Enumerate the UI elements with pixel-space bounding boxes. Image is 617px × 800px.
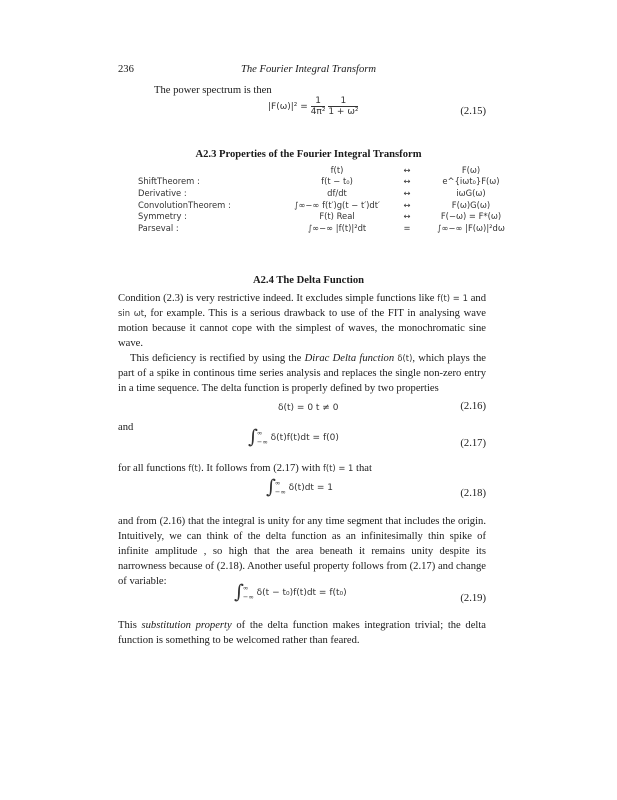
- running-title: The Fourier Integral Transform: [240, 64, 377, 75]
- section-heading-a2-3: A2.3 Properties of the Fourier Integral Transform: [195, 149, 422, 160]
- paragraph-for-all: for all functions f(t). It follows from (2.17) with f(t) = 1 that: [118, 463, 372, 474]
- eq-2-19-number: (2.19): [460, 593, 486, 604]
- integral-sign: ∫: [266, 476, 276, 498]
- table-row: ConvolutionTheorem : ∫∞−∞ f(t′)g(t − t′)dt′ ↔ F(ω)G(ω): [138, 199, 491, 210]
- page-number: 236: [118, 64, 134, 75]
- paragraph-deficiency: This deficiency is rectified by using the Dirac Delta function δ(t), which plays the part of a spike in continous time series analysis and replaces the single non-zero entry in a time sequence. The delta function is properly defined by two properties: [118, 353, 486, 394]
- eq-2-15-number: (2.15): [460, 106, 486, 117]
- eq-2-18-number: (2.18): [460, 488, 486, 499]
- table-row: Parseval : ∫∞−∞ |f(t)|²dt = ∫∞−∞ |F(ω)|²dω: [138, 222, 505, 233]
- equation-2-17: ∫ ∞ −∞ δ(t)f(t)dt = f(0): [248, 426, 339, 448]
- section-heading-a2-4: A2.4 The Delta Function: [252, 275, 365, 286]
- properties-table: [138, 164, 514, 234]
- intro-text: The power spectrum is then: [154, 85, 272, 96]
- paragraph-substitution: This substitution property of the delta function makes integration trivial; the delta function is something to be welcomed rather than feared.: [118, 620, 487, 646]
- fraction-2: $\frac{1}{\text{1 + ω²}}$: [328, 96, 359, 117]
- table-row: f(t) ↔ F(ω): [330, 164, 481, 175]
- table-row: Derivative : df/dt ↔ iωG(ω): [138, 187, 486, 198]
- eq-2-16-number: (2.16): [460, 401, 486, 412]
- table-row: ShiftTheorem : f(t − t₀) ↔ e^{iωt₀}F(ω): [138, 176, 500, 187]
- integral-sign: ∫: [234, 581, 244, 603]
- and-text: and: [118, 422, 134, 433]
- table-row: Symmetry : F(t) Real ↔ F(−ω) = F*(ω): [138, 211, 502, 222]
- eq-2-15-lhs: |F(ω)|² =: [268, 102, 308, 112]
- integral-sign: ∫: [248, 426, 258, 448]
- equation-2-16: δ(t) = 0 t ≠ 0: [278, 403, 339, 413]
- paragraph-condition: Condition (2.3) is very restrictive indeed. It excludes simple functions like f(t) = 1 and sin ωt, for example. This is a serious drawback to use of the FIT in analysing wave motion because it cannot cope with the simplest of waves, the monochromatic sine wave.: [118, 293, 486, 349]
- equation-2-18: ∫ ∞ −∞ δ(t)dt = 1: [266, 476, 333, 498]
- equation-2-19: ∫ ∞ −∞ δ(t − t₀)f(t)dt = f(t₀): [234, 581, 347, 603]
- eq-2-17-number: (2.17): [460, 438, 486, 449]
- fraction-1: $\frac{1}{\text{4π²}}$: [310, 96, 326, 117]
- paragraph-intuitively: and from (2.16) that the integral is unity for any time segment that includes the origin. Intuitively, we can think of the delta function as an infinitesimally thin spike of infinite amplitude , so high that the area beneath it remains unity despite its narrowness because of (2.18). Another useful property follows from (2.17) and change of variable:: [118, 516, 486, 587]
- equation-2-15: [268, 96, 358, 117]
